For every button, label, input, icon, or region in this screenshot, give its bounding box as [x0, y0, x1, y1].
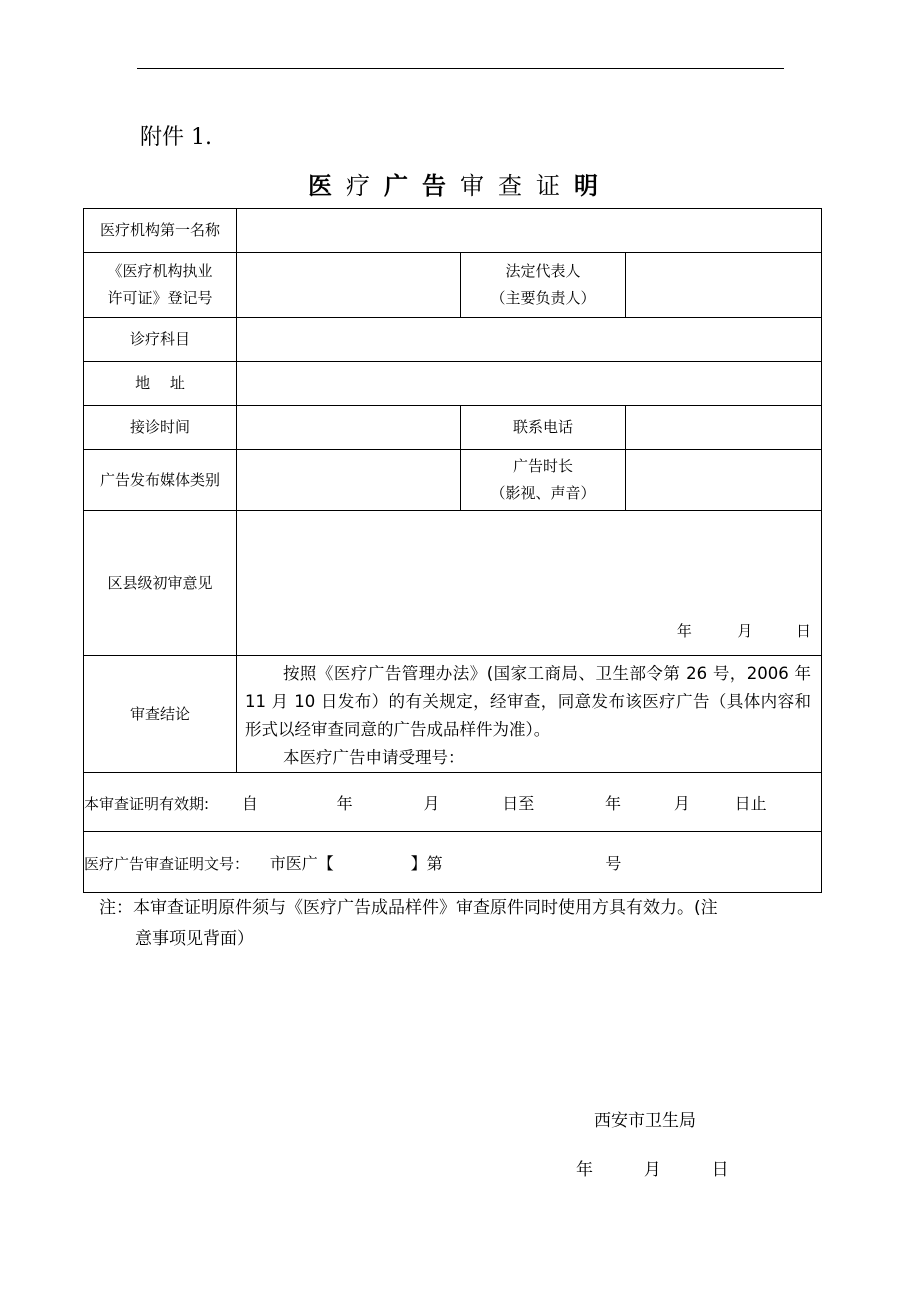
opinion-date-month: 月 [737, 622, 753, 640]
note-line1: 注：本审查证明原件须与《医疗广告成品样件》审查原件同时使用方具有效力。(注 [99, 898, 718, 918]
hours-field[interactable] [237, 406, 461, 450]
duration-field[interactable] [626, 450, 822, 511]
row-hours-phone [84, 406, 822, 450]
departments-field[interactable] [237, 318, 822, 362]
duration-label-line2: （影视、声音） [490, 484, 596, 502]
validity-from: 自 [241, 793, 258, 813]
top-rule [137, 68, 784, 69]
opinion-date-day: 日 [796, 622, 812, 640]
duration-label-line1: 广告时长 [512, 457, 573, 475]
note-line2: 意事项见背面） [135, 929, 254, 949]
legal-rep-label-line2: （主要负责人） [490, 289, 596, 307]
validity-label: 本审查证明有效期: [84, 794, 210, 813]
row-validity [84, 773, 822, 832]
title-char: 证 [536, 172, 574, 200]
title-char: 告 [422, 172, 460, 200]
title-char: 审 [460, 172, 498, 200]
license-label-line1: 《医疗机构执业 [107, 262, 213, 280]
institution-name-label: 医疗机构第一名称 [84, 209, 237, 253]
media-type-field[interactable] [237, 450, 461, 511]
row-doc-no [84, 832, 822, 893]
note [99, 893, 789, 955]
duration-label [461, 450, 626, 511]
title-char: 明 [574, 172, 612, 200]
issue-date-year: 年 [576, 1160, 593, 1180]
license-label-line2: 许可证》登记号 [107, 289, 213, 307]
validity-line [84, 773, 822, 832]
issuer-name: 西安市卫生局 [594, 1111, 696, 1131]
doc-no-line [84, 832, 822, 893]
row-institution-name [84, 209, 822, 253]
validity-month-2: 月 [673, 793, 690, 813]
row-address [84, 362, 822, 406]
validity-year-1: 年 [336, 793, 353, 813]
opinion-date [677, 620, 811, 641]
validity-day-end: 日止 [734, 793, 767, 813]
conclusion-label: 审查结论 [84, 656, 237, 773]
title-char: 医 [308, 172, 346, 200]
title-char: 查 [498, 172, 536, 200]
attachment-text: 附件 [140, 125, 185, 150]
doc-no-label: 医疗广告审查证明文号： [84, 854, 250, 873]
doc-no-prefix: 市医广【 [269, 853, 334, 873]
district-opinion-field[interactable] [237, 511, 822, 656]
conclusion-field [237, 656, 822, 773]
departments-label: 诊疗科目 [84, 318, 237, 362]
opinion-date-year: 年 [676, 622, 692, 640]
license-label [84, 253, 237, 318]
doc-no-suffix: 号 [605, 853, 622, 873]
legal-rep-label-line1: 法定代表人 [505, 262, 581, 280]
attachment-label [140, 120, 212, 151]
phone-label: 联系电话 [461, 406, 626, 450]
title-char: 疗 [346, 172, 384, 200]
legal-rep-label [461, 253, 626, 318]
institution-name-field[interactable] [237, 209, 822, 253]
row-license [84, 253, 822, 318]
license-number-field[interactable] [237, 253, 461, 318]
row-district-opinion [84, 511, 822, 656]
row-conclusion [84, 656, 822, 773]
address-field[interactable] [237, 362, 822, 406]
issue-date-day: 日 [711, 1160, 729, 1180]
validity-year-2: 年 [605, 793, 622, 813]
legal-rep-field[interactable] [626, 253, 822, 318]
row-departments [84, 318, 822, 362]
validity-month-1: 月 [423, 793, 440, 813]
title-char: 广 [384, 172, 422, 200]
conclusion-text: 按照《医疗广告管理办法》(国家工商局、卫生部令第 26 号，2006 年 11 月 10 日发布）的有关规定，经审查，同意发布该医疗广告（具体内容和形式以经审查同意的广告成品样件为准）。 [245, 664, 812, 739]
address-label: 地 址 [84, 362, 237, 406]
district-opinion-label: 区县级初审意见 [84, 511, 237, 656]
hours-label: 接诊时间 [84, 406, 237, 450]
media-type-label: 广告发布媒体类别 [84, 450, 237, 511]
doc-no-mid: 】第 [410, 853, 443, 873]
validity-day-to: 日至 [502, 793, 535, 813]
application-no-label: 本医疗广告申请受理号： [282, 748, 465, 767]
issue-date [576, 1155, 729, 1180]
review-form-table [83, 208, 822, 893]
row-media-duration [84, 450, 822, 511]
attachment-number: 1. [191, 125, 213, 150]
phone-field[interactable] [626, 406, 822, 450]
page-title [0, 166, 920, 201]
issue-date-month: 月 [643, 1160, 661, 1180]
